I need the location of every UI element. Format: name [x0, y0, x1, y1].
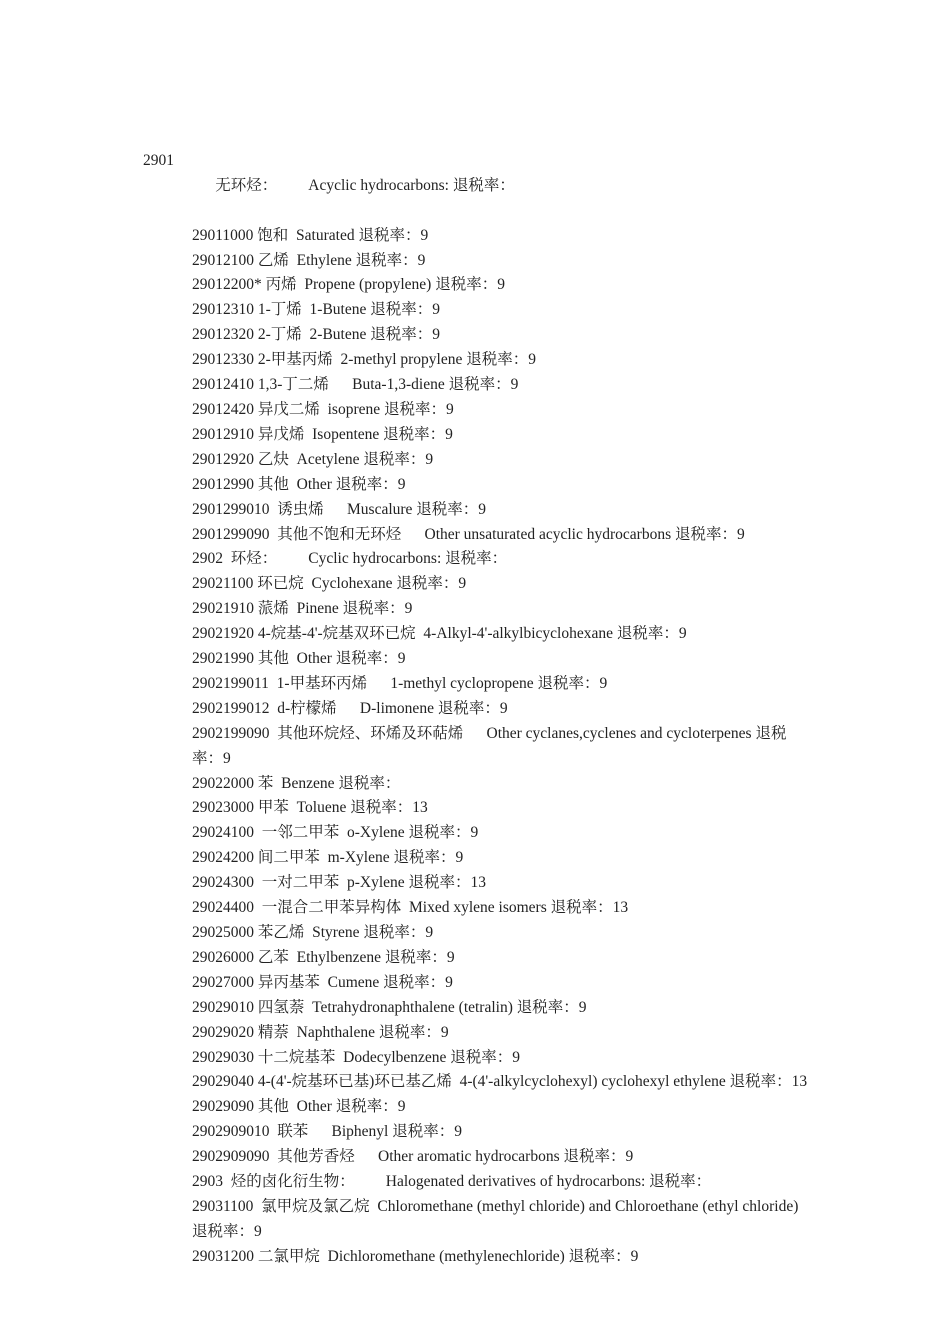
list-item: 29011000 饱和 Saturated 退税率：9	[192, 226, 429, 244]
heading-2903: 2903 烃的卤化衍生物： Halogenated derivatives of hydrocarbons: 退税率：	[192, 1173, 712, 1191]
list-item: 29029090 其他 Other 退税率：9	[192, 1098, 406, 1116]
heading-2902: 2902 环烃： Cyclic hydrocarbons: 退税率：	[192, 550, 508, 568]
list-item: 29025000 苯乙烯 Styrene 退税率：9	[192, 924, 434, 941]
list-item: 29012310 1-丁烯 1-Butene 退税率：9	[192, 301, 440, 319]
heading-text: 无环烃： Acyclic hydrocarbons: 退税率：	[215, 176, 515, 194]
list-item: 29012410 1,3-丁二烯 Buta-1,3-diene 退税率：9	[192, 376, 519, 394]
list-item: 29031200 二氯甲烷 Dichloromethane (methylenechloride) 退税率：9	[192, 1247, 639, 1265]
list-item: 29012100 乙烯 Ethylene 退税率：9	[192, 251, 426, 269]
list-item: 29012910 异戊烯 Isopentene 退税率：9	[192, 425, 453, 443]
list-item: 2902909090 其他芳香烃 Other aromatic hydrocarbons 退税率：9	[192, 1148, 634, 1166]
list-item: 29029030 十二烷基苯 Dodecylbenzene 退税率：9	[192, 1048, 521, 1066]
list-item: 2901299090 其他不饱和无环烃 Other unsaturated acyclic hydrocarbons 退税率：9	[192, 525, 745, 543]
list-item: 29024300 一对二甲苯 p-Xylene 退税率：13	[192, 874, 487, 892]
list-item: 29024200 间二甲苯 m-Xylene 退税率：9	[192, 849, 464, 867]
list-item: 29029010 四氢萘 Tetrahydronaphthalene (tetralin) 退税率：9	[192, 998, 587, 1016]
list-item: 29029040 4-(4'-烷基环已基)环已基乙烯 4-(4'-alkylcyclohexyl) cyclohexyl ethylene 退税率：13	[192, 1073, 808, 1091]
list-item: 2901299010 诱虫烯 Muscalure 退税率：9	[192, 500, 487, 518]
list-item: 29029020 精萘 Naphthalene 退税率：9	[192, 1023, 449, 1041]
heading-2901	[143, 124, 808, 224]
list-item: 2902909010 联苯 Biphenyl 退税率：9	[192, 1123, 462, 1141]
list-item: 29012420 异戊二烯 isoprene 退税率：9	[192, 400, 454, 418]
list-item: 29026000 乙苯 Ethylbenzene 退税率：9	[192, 948, 455, 966]
heading-code: 2901	[143, 151, 174, 169]
list-item: 29012920 乙炔 Acetylene 退税率：9	[192, 450, 434, 468]
list-item: 29012330 2-甲基丙烯 2-methyl propylene 退税率：9	[192, 351, 536, 369]
list-item: 29027000 异丙基苯 Cumene 退税率：9	[192, 973, 453, 991]
list-item: 2902199090 其他环烷烃、环烯及环萜烯 Other cyclanes,cyclenes and cycloterpenes 退税率：9	[192, 724, 787, 767]
list-item: 29021920 4-烷基-4'-烷基双环已烷 4-Alkyl-4'-alkylbicyclohexane 退税率：9	[192, 625, 687, 643]
list-item: 29021910 蒎烯 Pinene 退税率：9	[192, 600, 413, 618]
tariff-list	[143, 124, 808, 1270]
list-item: 29024400 一混合二甲苯异构体 Mixed xylene isomers 退税率：13	[192, 899, 629, 917]
list-item: 29024100 一邻二甲苯 o-Xylene 退税率：9	[192, 824, 479, 842]
list-item: 2902199011 1-甲基环丙烯 1-methyl cyclopropene 退税率：9	[192, 674, 608, 692]
list-item: 29022000 苯 Benzene 退税率：	[192, 774, 401, 792]
list-item: 29012320 2-丁烯 2-Butene 退税率：9	[192, 326, 440, 344]
list-item: 29012990 其他 Other 退税率：9	[192, 475, 406, 493]
list-item: 29031100 氯甲烷及氯乙烷 Chloromethane (methyl chloride) and Chloroethane (ethyl chloride) 退税率：9	[192, 1197, 803, 1240]
list-item: 29012200* 丙烯 Propene (propylene) 退税率：9	[192, 276, 505, 294]
list-item: 29021990 其他 Other 退税率：9	[192, 650, 406, 668]
list-item: 29021100 环已烷 Cyclohexane 退税率：9	[192, 575, 467, 593]
list-item: 2902199012 d-柠檬烯 D-limonene 退税率：9	[192, 699, 508, 717]
list-item: 29023000 甲苯 Toluene 退税率：13	[192, 799, 428, 817]
